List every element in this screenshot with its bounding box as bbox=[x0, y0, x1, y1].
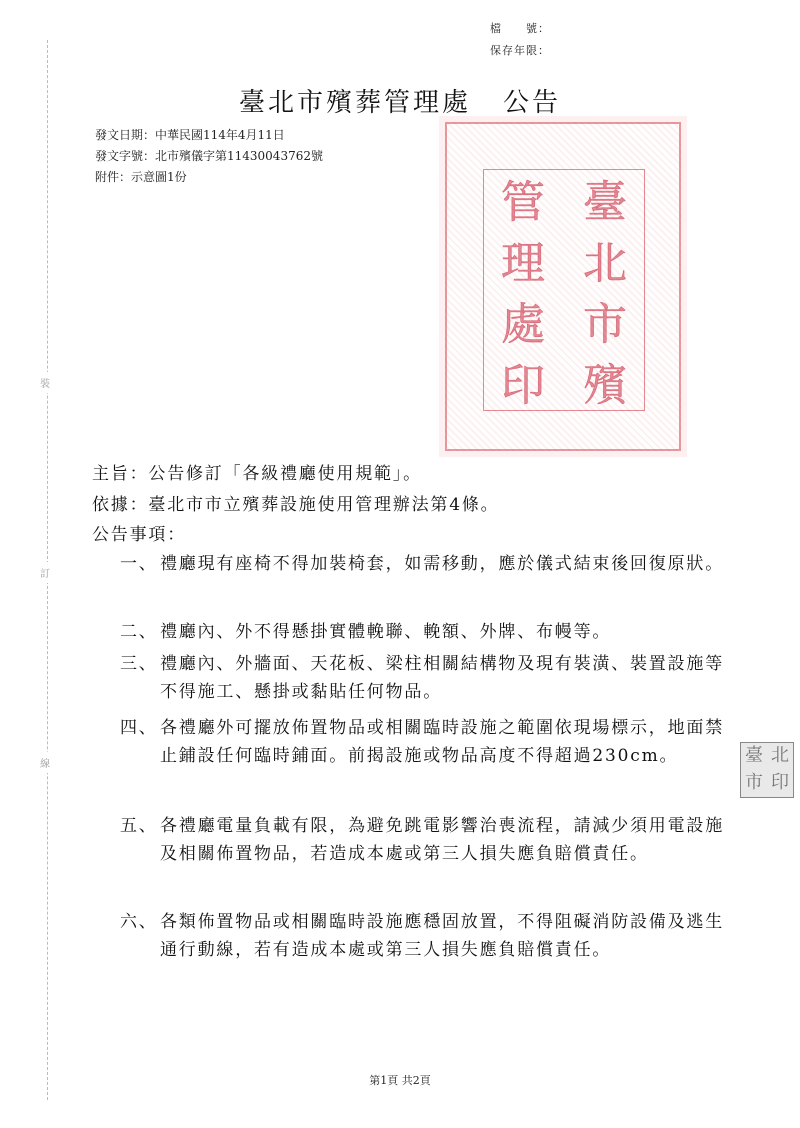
binding-mark-middle: 訂 bbox=[40, 562, 50, 583]
retention-period-label: 保存年限： bbox=[490, 44, 550, 57]
notice-item bbox=[120, 618, 730, 646]
notice-item bbox=[120, 908, 730, 964]
notice-heading: 公告事項： bbox=[92, 525, 186, 545]
binding-mark-top: 裝 bbox=[40, 372, 50, 393]
official-seal bbox=[445, 122, 681, 451]
seal-column-left: 管 理 處 印 bbox=[501, 177, 545, 411]
item-text: 禮廳內、外不得懸掛實體輓聯、輓額、外牌、布幔等。 bbox=[160, 622, 612, 642]
file-number-label: 檔 號： bbox=[490, 22, 550, 35]
basis-line: 依據：臺北市市立殯葬設施使用管理辦法第4條。 bbox=[92, 495, 500, 515]
item-number: 四、 bbox=[120, 718, 158, 738]
item-text: 禮廳現有座椅不得加裝椅套，如需移動，應於儀式結束後回復原狀。 bbox=[160, 554, 724, 574]
issue-number: 發文字號：北市殯儀字第11430043762號 bbox=[95, 149, 323, 163]
page-title bbox=[0, 82, 800, 119]
notice-item bbox=[120, 714, 730, 770]
item-text: 各禮廳電量負載有限，為避免跳電影響治喪流程，請減少須用電設施及相關佈置物品，若造成本處或第三人損失應負賠償責任。 bbox=[160, 816, 724, 864]
item-number: 五、 bbox=[120, 816, 158, 836]
attachment-note: 附件：示意圖1份 bbox=[95, 170, 187, 184]
notice-item bbox=[120, 650, 730, 706]
issue-date: 發文日期：中華民國114年4月11日 bbox=[95, 128, 285, 142]
item-text: 各類佈置物品或相關臨時設施應穩固放置，不得阻礙消防設備及逃生通行動線，若有造成本處或第三人損失應負賠償責任。 bbox=[160, 912, 724, 960]
item-number: 六、 bbox=[120, 912, 158, 932]
item-number: 一、 bbox=[120, 554, 158, 574]
item-number: 三、 bbox=[120, 654, 158, 674]
binding-mark-bottom: 線 bbox=[40, 752, 50, 773]
notice-item bbox=[120, 550, 730, 578]
item-text: 禮廳內、外牆面、天花板、梁柱相關結構物及現有裝潢、裝置設施等不得施工、懸掛或黏貼任何物品。 bbox=[160, 654, 724, 702]
agency-name: 臺北市殯葬管理處 bbox=[238, 88, 471, 118]
document-type: 公告 bbox=[503, 88, 562, 118]
seal-column-right: 臺 北 市 殯 bbox=[583, 177, 627, 411]
item-number: 二、 bbox=[120, 622, 158, 642]
subject-line: 主旨：公告修訂「各級禮廳使用規範」。 bbox=[92, 464, 422, 484]
item-text: 各禮廳外可擺放佈置物品或相關臨時設施之範圍依現場標示，地面禁止鋪設任何臨時鋪面。前揭設施或物品高度不得超過230cm。 bbox=[160, 718, 724, 766]
page-number: 第1頁 共2頁 bbox=[369, 1074, 431, 1087]
side-stamp: 臺 北 市 印 bbox=[740, 742, 794, 798]
notice-item bbox=[120, 812, 730, 868]
